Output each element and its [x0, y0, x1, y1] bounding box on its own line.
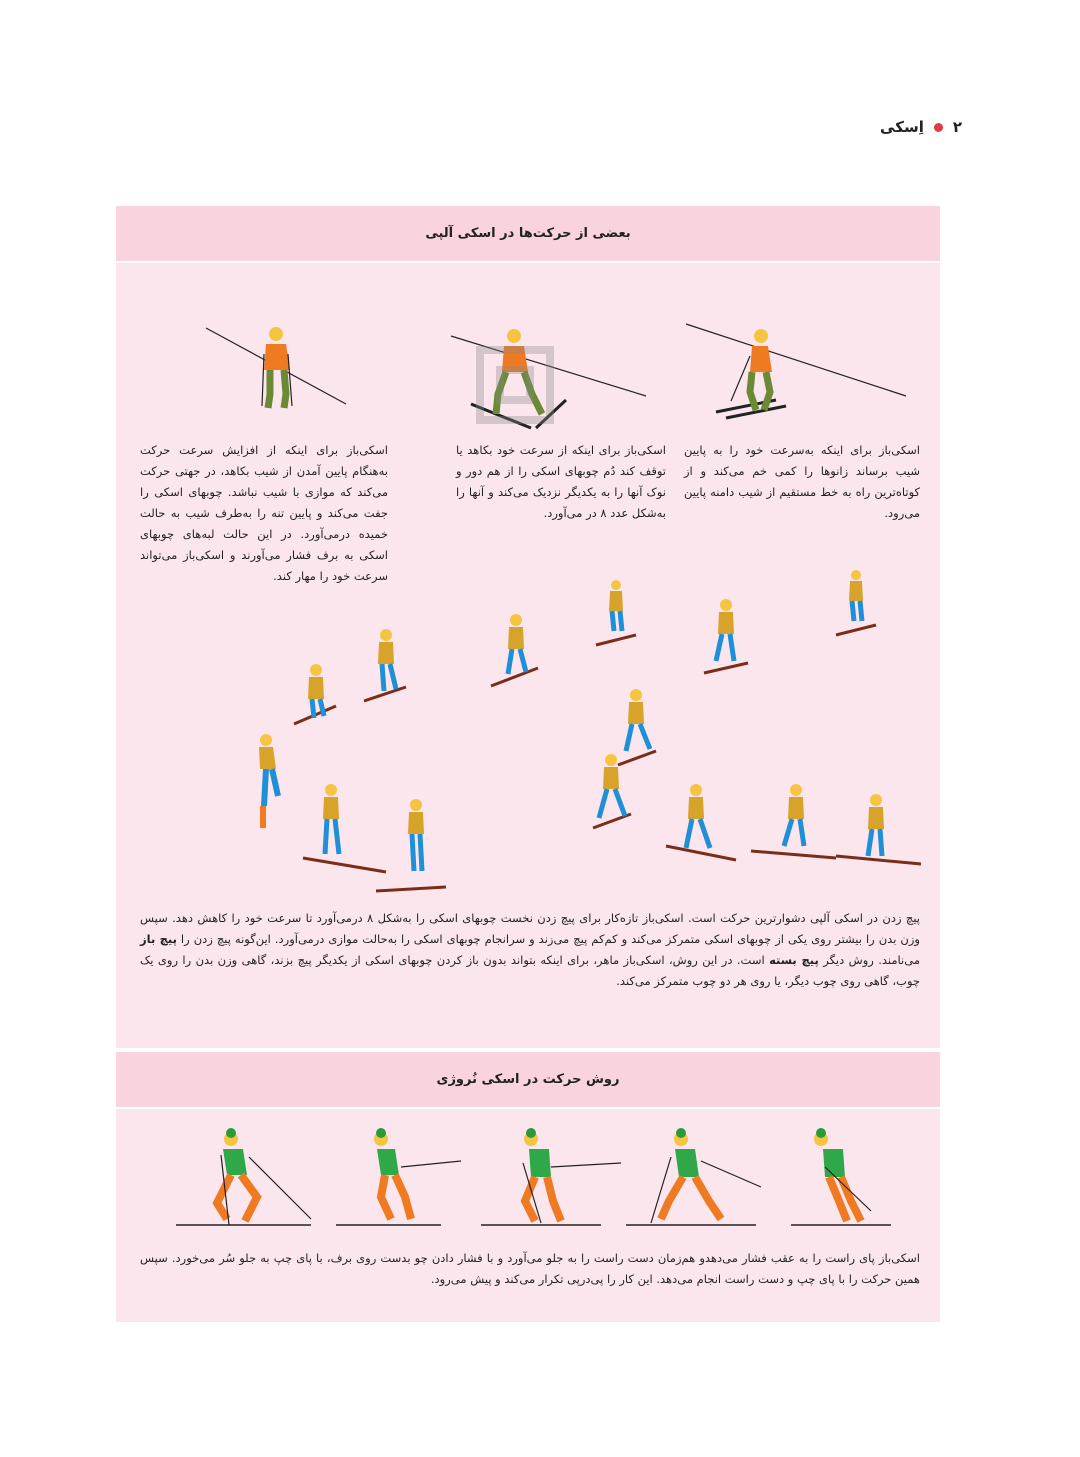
turning-skier-figure [376, 799, 446, 891]
turning-skier-figure [259, 734, 278, 828]
turning-skier-figure [364, 629, 406, 701]
skier-downhill-illustration [676, 316, 916, 426]
paragraph-part: است. در این روش، اسکی‌باز ماهر، برای اینکه بتواند بدون باز کردن چوبهای اسکی از یکدیگر پیچ بزند، گاهی وزن بدن را روی یک چوب، گاهی روی چوب دیگر، یا روی هر دو چوب متمرکز می‌کند. [140, 953, 920, 988]
paragraph-part: می‌نامند. روش دیگر [818, 953, 920, 967]
nordic-paragraph: اسکی‌باز پای راست را به عقب فشار می‌دهدو هم‌زمان دست راست را به جلو می‌آورد و با فشار دادن چو بدست روی برف، با پای چپ به جلو سُر می‌خورد. سپس همین حرکت را با پای چپ و دست راست انجام می‌دهد. این کار را پی‌درپی تکرار می‌کند و پیش می‌رود. [140, 1251, 920, 1286]
alpine-title: بعضی از حرکت‌ها در اسکی آلپی [116, 206, 940, 263]
alpine-paragraph [140, 908, 920, 992]
turning-skier-figure [596, 580, 636, 645]
term-open-turn: پیچ باز [140, 932, 177, 946]
nordic-skier-figure [481, 1128, 621, 1225]
caption-traverse: اسکی‌باز برای اینکه از افزایش سرعت حرکت به‌هنگام پایین آمدن از شیب بکاهد، در جهتی حرکت می‌کند که موازی با شیب نباشد. چوبهای اسکی را جفت می‌کند و پایین تنه را به‌طرف شیب به حالت خمیده درمی‌آورد. در این حالت لبه‌های چوبهای اسکی به برف فشار می‌آورند و اسکی‌باز می‌تواند سرعت خود را مهار کند. [140, 443, 388, 583]
nordic-skier-figure [176, 1128, 311, 1225]
page-number: ۲ [952, 118, 962, 136]
caption-snowplow: اسکی‌باز برای اینکه از سرعت خود بکاهد یا توقف کند دُم چوبهای اسکی را از هم دور و نوک آنها را به یکدیگر نزدیک می‌کند و آنها را به‌شکل عدد ۸ در می‌آورد. [456, 443, 666, 520]
skier-snowplow-illustration [446, 324, 666, 434]
turning-skier-figure [294, 664, 336, 724]
nordic-title: روش حرکت در اسکی نُروژی [116, 1052, 940, 1109]
nordic-skier-figure [791, 1128, 891, 1225]
paragraph-part: پیچ زدن در اسکی آلپی دشوارترین حرکت است. اسکی‌باز تازه‌کار برای پیچ زدن نخست چوبهای اسکی را به‌شکل ۸ درمی‌آورد تا سرعت خود را کاهش دهد. سپس وزن بدن را بیشتر روی یکی از چوبهای اسکی متمرکز می‌کند و کم‌کم پیچ می‌زند و سرانجام چوبهای اسکی را به‌حالت موازی درمی‌آورد. این‌گونه پیچ زدن را [140, 911, 920, 946]
skiers-turning-illustration [266, 561, 826, 891]
turning-skier-figure [303, 784, 386, 872]
nordic-skier-figure [626, 1128, 761, 1225]
turning-skier-figure [704, 599, 748, 673]
term-closed-turn: پیچ بسته [769, 953, 819, 967]
caption-downhill: اسکی‌باز برای اینکه به‌سرعت خود را به پایین شیب برساند زانوها را کمی خم می‌کند و از کوتاه‌ترین راه به خط مستقیم از شیب دامنه پایین می‌رود. [684, 443, 920, 520]
turning-skier-figure [836, 794, 921, 864]
bullet-dot-icon [934, 123, 943, 132]
turning-skier-figure [836, 570, 876, 635]
turning-skier-figure [666, 784, 736, 860]
nordic-skier-figure [336, 1128, 461, 1225]
page-header [880, 118, 962, 136]
turning-skier-figure [491, 614, 538, 686]
turning-skier-figure [593, 754, 631, 828]
chapter-title: اِسکی [880, 118, 924, 136]
turning-skier-figure [618, 689, 656, 765]
nordic-skiers-illustration [171, 1127, 891, 1237]
turning-skier-figure [751, 784, 836, 858]
alpine-section [116, 206, 940, 1048]
nordic-section [116, 1052, 940, 1322]
skier-traverse-illustration [206, 324, 366, 414]
